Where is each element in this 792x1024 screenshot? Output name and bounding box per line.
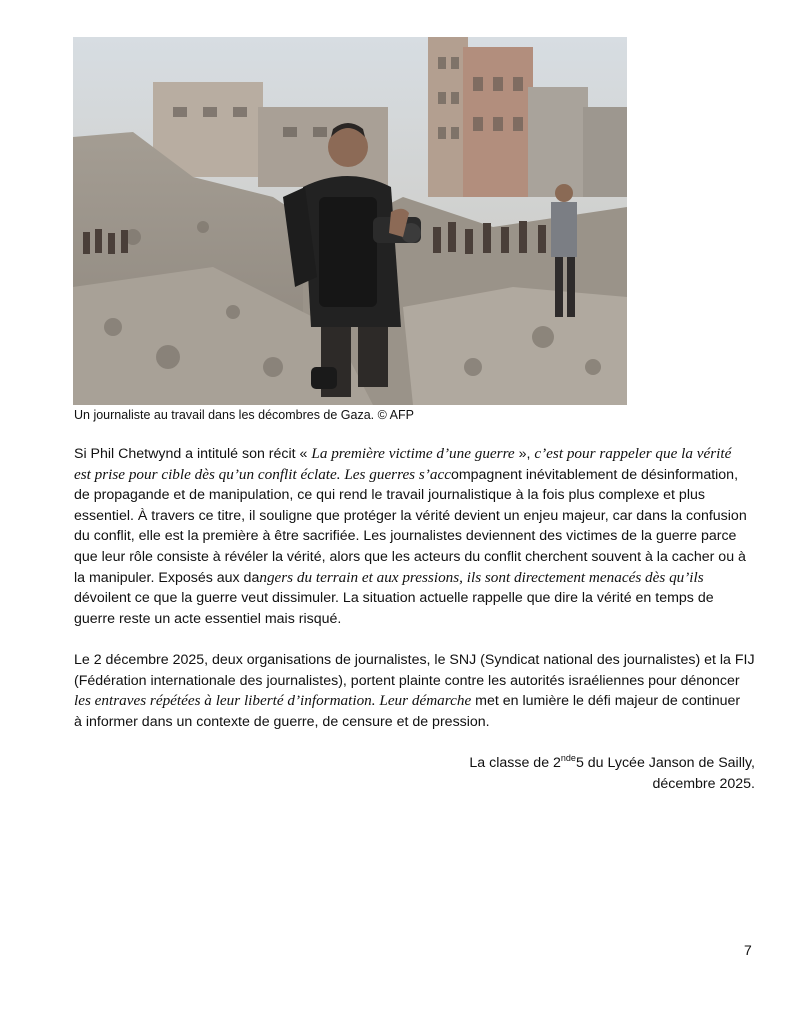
paragraph-line: que leur rôle consiste à révéler la vérité, alors que les acteurs du conflit cherchent souvent à la cacher ou à bbox=[74, 548, 746, 565]
paragraph-line: de propagande et de manipulation, ce qui rend le travail journalistique à la fois plus complexe et plus bbox=[74, 487, 705, 504]
text-run-italic: est prise pour cible dès qu’un conflit éclate. Les guerres s’acc bbox=[74, 465, 451, 483]
page-number: 7 bbox=[744, 942, 752, 958]
text-run-italic: les entraves répétées à leur liberté d’information. Leur démarche bbox=[74, 692, 472, 710]
paragraph-line bbox=[74, 465, 764, 486]
paragraph-line bbox=[74, 691, 764, 712]
signature-text: 5 du Lycée Janson de Sailly, bbox=[575, 755, 755, 771]
signature bbox=[469, 753, 755, 794]
book-title: La première victime d’une guerre bbox=[311, 445, 515, 462]
signature-superscript: nde bbox=[560, 753, 576, 763]
paragraph-line: à informer dans un contexte de guerre, de censure et de pression. bbox=[74, 713, 490, 730]
paragraph-line: du conflit, elle est la première à être sacrifiée. Les journalistes deviennent des victimes de la guerre parce bbox=[74, 528, 737, 545]
paragraph-line: dévoilent ce que la guerre veut dissimuler. La situation actuelle rappelle que dire la vérité en temps de bbox=[74, 590, 714, 607]
signature-text: La classe de 2 bbox=[469, 755, 561, 771]
paragraph-line: Le 2 décembre 2025, deux organisations de journalistes, le SNJ (Syndicat national des journalistes) et la FIJ bbox=[74, 652, 755, 668]
text-run: met en lumière le défi majeur de continuer bbox=[471, 693, 741, 710]
paragraph-line: (Fédération internationale des journalistes), portent plainte contre les autorités israéliennes pour dénoncer bbox=[74, 672, 740, 689]
text-run-italic: ngers du terrain et aux pressions, ils sont directement menacés dès qu’ils bbox=[259, 568, 704, 586]
signature-line-2: décembre 2025. bbox=[652, 775, 755, 792]
article-photo bbox=[73, 37, 627, 405]
text-run: la manipuler. Exposés aux da bbox=[74, 569, 260, 586]
paragraph-line: essentiel. À travers ce titre, il souligne que protéger la vérité devient un enjeu majeur, car dans la confusion bbox=[74, 507, 747, 524]
text-run: Si Phil Chetwynd a intitulé son récit « bbox=[74, 446, 312, 462]
text-run: », bbox=[514, 446, 535, 462]
text-run-italic: c’est pour rappeler que la vérité bbox=[534, 445, 732, 462]
paragraph-line: guerre reste un acte essentiel mais risqué. bbox=[74, 610, 342, 627]
paragraph-line bbox=[74, 568, 764, 589]
article-paragraph-2 bbox=[74, 650, 764, 732]
paragraph-line bbox=[74, 444, 764, 465]
text-run: ompagnent inévitablement de désinformation, bbox=[450, 466, 739, 483]
photo-journalist-in-rubble-image bbox=[73, 37, 627, 405]
photo-caption: Un journaliste au travail dans les décombres de Gaza. © AFP bbox=[74, 408, 414, 422]
signature-line-1 bbox=[469, 753, 755, 774]
article-paragraph-1 bbox=[74, 444, 764, 629]
